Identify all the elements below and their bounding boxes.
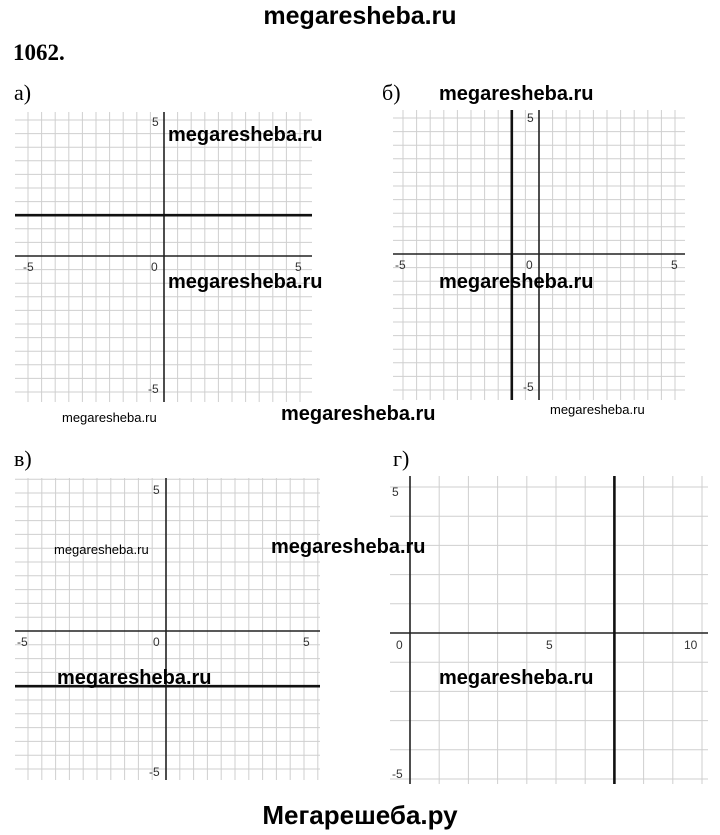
graph-g — [390, 476, 708, 784]
watermark: megaresheba.ru — [54, 542, 149, 557]
tick-y-min: -5 — [149, 765, 160, 779]
watermark: megaresheba.ru — [271, 536, 426, 558]
tick-x-min: -5 — [395, 258, 406, 272]
watermark: megaresheba.ru — [439, 83, 594, 105]
tick-y-max: 5 — [392, 485, 399, 499]
watermark: megaresheba.ru — [281, 403, 436, 425]
tick-origin: 0 — [396, 638, 403, 652]
watermark: megaresheba.ru — [439, 667, 594, 689]
tick-y-max: 5 — [152, 115, 159, 129]
watermark: megaresheba.ru — [62, 410, 157, 425]
tick-y-max: 5 — [153, 483, 160, 497]
watermark: megaresheba.ru — [57, 667, 212, 689]
watermark: megaresheba.ru — [168, 271, 323, 293]
graph-a — [15, 112, 312, 402]
tick-x-min: -5 — [23, 260, 34, 274]
tick-origin: 0 — [151, 260, 158, 274]
part-label-g: г) — [393, 446, 410, 471]
part-label-a: а) — [14, 80, 32, 105]
tick-x-max: 5 — [295, 260, 302, 274]
tick-x-min: -5 — [17, 635, 28, 649]
part-label-v: в) — [14, 446, 32, 471]
watermark: megaresheba.ru — [168, 124, 323, 146]
part-label-b: б) — [382, 80, 401, 105]
site-header: megaresheba.ru — [263, 2, 457, 30]
watermark: megaresheba.ru — [439, 271, 594, 293]
tick-x-max: 10 — [684, 638, 698, 652]
tick-y-min: -5 — [392, 767, 403, 781]
tick-x-max: 5 — [303, 635, 310, 649]
tick-x-mid: 5 — [546, 638, 553, 652]
problem-number: 1062. — [13, 40, 65, 65]
tick-x-max: 5 — [671, 258, 678, 272]
tick-origin: 0 — [526, 258, 533, 272]
tick-y-max: 5 — [527, 111, 534, 125]
tick-y-min: -5 — [148, 382, 159, 396]
graph-v — [15, 478, 320, 780]
graph-b — [393, 110, 685, 400]
tick-y-min: -5 — [523, 380, 534, 394]
site-footer: Мегарешеба.ру — [262, 800, 458, 830]
tick-origin: 0 — [153, 635, 160, 649]
watermark: megaresheba.ru — [550, 402, 645, 417]
